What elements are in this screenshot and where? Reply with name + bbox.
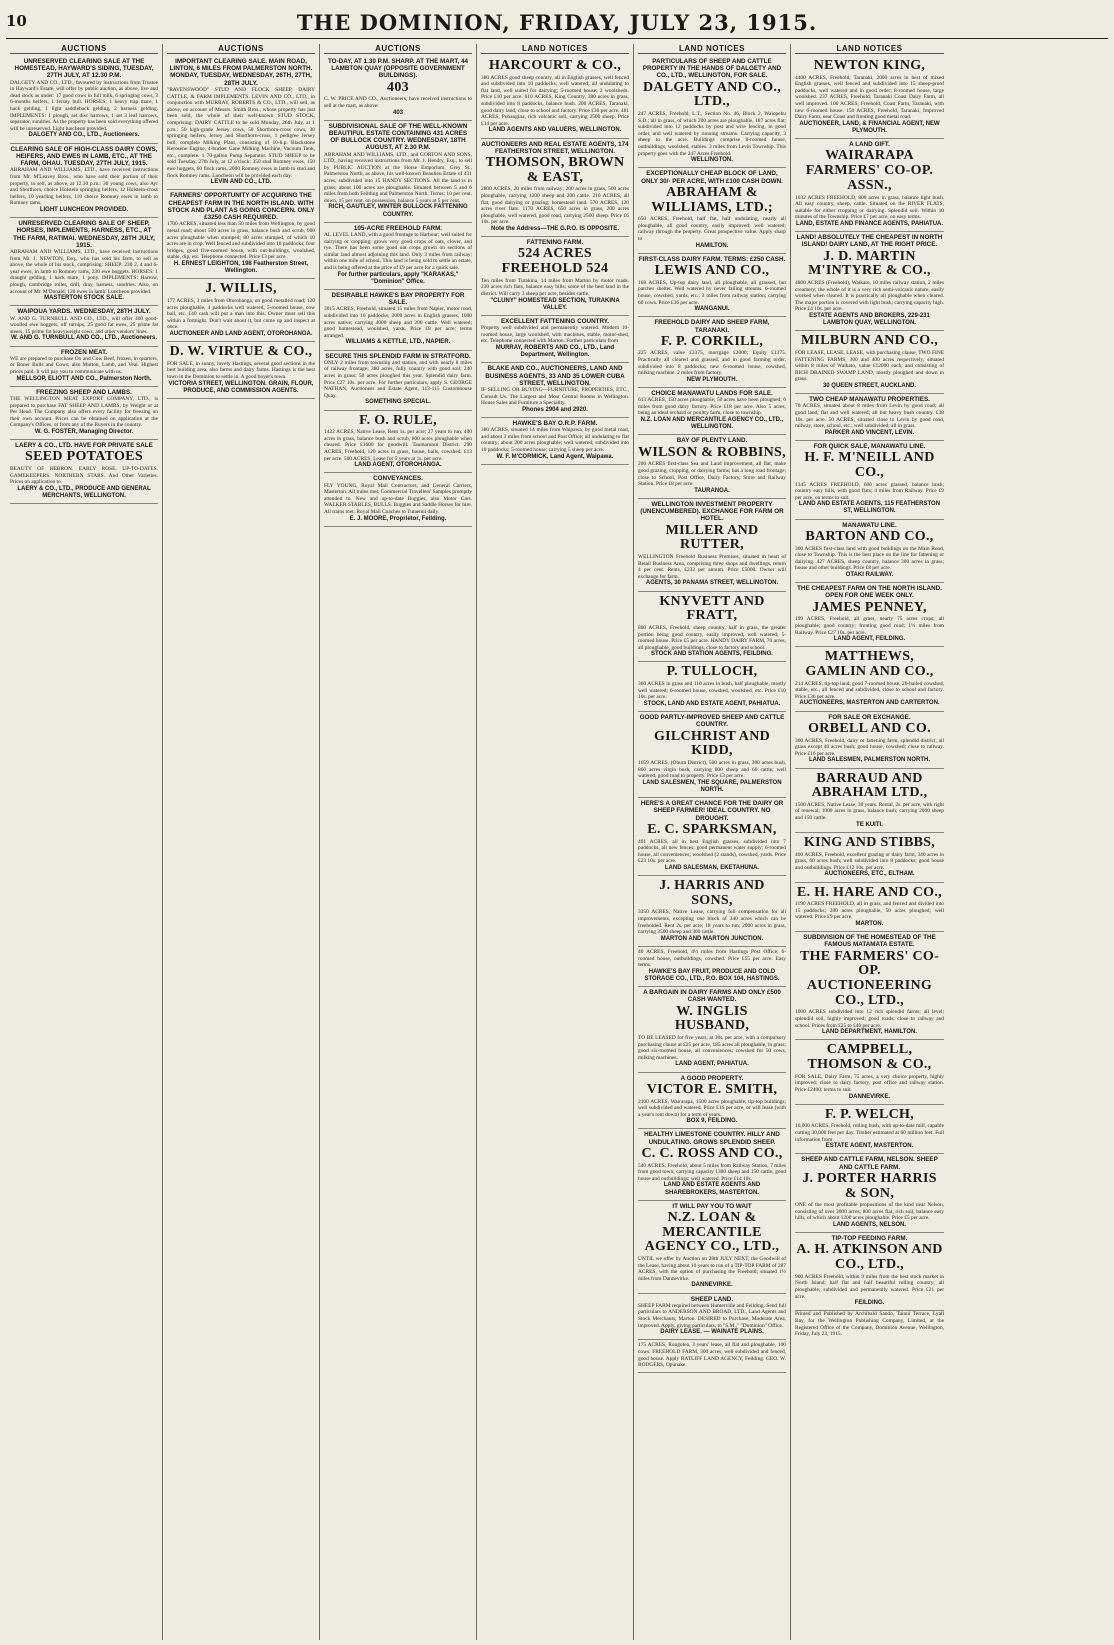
- classified-ad: [795, 1233, 944, 1311]
- ad-signature: DALGETY AND CO., LTD., Auctioneers.: [28, 132, 140, 139]
- ad-advertiser: J. PORTER HARRIS & SON,: [802, 1170, 937, 1201]
- classified-ad: [638, 499, 786, 592]
- ad-heading: CLEARING SALE OF HIGH-CLASS DAIRY COWS, HEIFERS, AND EWES IN LAMB, ETC., AT THE FARM, OHAU. TUESDAY, 27TH JULY, 1915.: [10, 145, 158, 168]
- ad-heading: HEALTHY LIMESTONE COUNTRY. HILLY AND UNDULATING. GROWS SPLENDID SHEEP.: [644, 1131, 780, 1146]
- classified-ad: [10, 144, 158, 218]
- ad-heading: SECURE THIS SPLENDID FARM IN STRATFORD.: [325, 352, 471, 360]
- ad-body-text: 4800 ACRES (Freehold), Waikato, 10 miles railway station, 2 miles creamery; the whole of it is a very rich semi-volcanic nature, easily worked when cleared. It is practically all ploughable when cleared. The major portion is covered with light bush; carrying capacity high. Price £4 10s. per acre.: [795, 279, 944, 313]
- ad-body-text: 4400 ACRES, Freehold, Taranaki, 2000 acres in best of mixed English grasses, well fenced and subdivided into 15 sheep-proof paddocks, well watered and in good order; 8-roomed house, large woolshed. 237 ACRES, Freehold, Taranaki Coast Dairy Farm, all well improved. 100 ACRES, Freehold, Coast Farm, Taranaki, with new 6-roomed house. 150 ACRES, Freehold, Taranaki, Improved Dairy Farm, near Coast and fronting good metal road.: [795, 74, 944, 121]
- ad-signature: LAND SALESMEN, THE SQUARE, PALMERSTON NORTH.: [642, 779, 782, 793]
- ad-signature: LAND AGENT, PAHIATUA.: [675, 1061, 749, 1068]
- ad-signature: LAND AGENTS, NELSON.: [832, 1221, 907, 1228]
- ad-body-text: 2800 ACRES, 20 miles from railway; 200 acres in grass, 500 acres ploughable, carrying 1200 sheep and 200 cattle. 210 ACRES, all flat, good dairying or grazing; homestead land. 570 ACRES, 120 acres river flats. 1170 ACRES, 650 acres in grass, 200 acres ploughable, well watered, good road, carrying 2500 sheep. Price £6 10s. per acre.: [481, 186, 629, 226]
- ad-heading: IMPORTANT CLEARING SALE. MAIN ROAD, LINTON, 6 MILES FROM PALMERSTON NORTH. MONDAY, TUESDAY, WEDNESDAY, 26TH, 27TH, 28TH JULY.: [169, 58, 313, 87]
- ad-heading: TIP-TOP FEEDING FARM.: [831, 1235, 908, 1243]
- ad-signature: DANNEVIRKE.: [848, 1093, 891, 1100]
- classified-ad: [638, 662, 786, 712]
- ad-body-text: 175 ACRES, Rongotea, 3 years' lease, all flat and ploughable, 100 cows. FREEHOLD FARM, 300 acres, well subdivided and fenced, good house. Apply RATLIFF LAND AGENCY, Feilding. GEO. W. RODGERS, Opunake.: [638, 1342, 786, 1369]
- ad-heading: A LAND GIFT.: [849, 141, 890, 149]
- ad-signature: ESTATE AGENTS AND BROKERS, 229-231 LAMBTON QUAY, WELLINGTON.: [809, 312, 930, 327]
- ad-heading: PARTICULARS OF SHEEP AND CATTLE PROPERTY IN THE HANDS OF DALGETY AND CO., LTD., WELLINGTON, FOR SALE.: [642, 58, 782, 80]
- ad-advertiser: H. F. M'NEILL AND CO.,: [804, 450, 935, 480]
- columns-container: [6, 44, 1108, 1640]
- classified-ad: [481, 237, 629, 316]
- ad-body-text: 3350 ACRES, Native Lease, carrying full compensation for all improvements, excepting one block of 340 acres which can be freeholded. Rent 2s. per acre; 18 years to run; 2000 acres in grass, carrying 3500 sheep and 300 cattle.: [638, 909, 786, 936]
- ad-heading: FOR SALE OR EXCHANGE.: [828, 713, 911, 721]
- ad-body-text: 177 ACRES, 3 miles from Otorohanga, on good metalled road; 120 acres ploughable, 4 paddocks well watered, 5-roomed house, cow bail, etc. £40 cash will put a man into this. Owner must sell this within a fortnight. Don't wait about it, but come up and inspect at once.: [167, 298, 315, 331]
- classified-ad: [167, 342, 315, 399]
- ad-advertiser: N.Z. LOAN & MERCANTILE AGENCY CO., LTD.,: [644, 1210, 780, 1255]
- ad-heading: SHEEP AND CATTLE FARM, NELSON. SHEEP AND CATTLE FARM.: [801, 1156, 938, 1171]
- ad-body-text: C. W. PRICE AND CO., Auctioneers, have received instructions to sell at the mart, as above:: [324, 96, 472, 109]
- ad-body-text: 380 ACRES good sheep country, all in English grasses, well fenced and subdivided into 10 paddocks; well watered; all undulating to flat land, well suited for dairying; 5-roomed house; 2 woolsheds. Price £10 per acre. 610 ACRES, King Country, 380 acres in grass, subdivided into 8 paddocks, balance bush. 200 ACRES, Taranaki, good dairy land, close to school and factory. Price £30 per acre. 481 ACRES, Pohangina, rich volcanic soil, carrying 2500 sheep. Price £14 per acre.: [481, 74, 629, 127]
- ad-signature: WANGANUI.: [694, 306, 730, 313]
- ad-signature: PARKER AND VINCENT, LEVIN.: [824, 429, 915, 436]
- ad-signature: W. AND G. TURNBULL AND CO., LTD., Auctioneers.: [10, 335, 158, 342]
- ad-heading: A BARGAIN IN DAIRY FARMS AND ONLY £500 CASH WANTED.: [643, 989, 781, 1004]
- ad-advertiser: 403: [387, 79, 409, 95]
- classified-ad: [795, 1105, 944, 1155]
- ad-heading: SHEEP LAND.: [690, 1295, 734, 1303]
- classified-ad: [10, 440, 158, 504]
- classified-ad: [638, 388, 786, 435]
- ad-advertiser: MILBURN AND CO.,: [800, 333, 939, 349]
- ad-advertiser: JAMES PENNEY,: [812, 599, 927, 615]
- ad-body-text: 200 ACRES first-class Sea and Land improvement, all flat, make good grazing, cropping, or dairying farms; has a long road frontage; close to School, Post Office, Dairy Factory, Store and Railway Station. Price £8 per acre.: [638, 461, 786, 488]
- ad-signature: MURRAY, ROBERTS AND CO., LTD., Land Department, Wellington.: [495, 345, 615, 359]
- ad-advertiser: MILLER AND RUTTER,: [665, 522, 759, 553]
- ad-heading: FROZEN MEAT.: [60, 348, 108, 356]
- ad-signature: E. J. MOORE, Proprietor, Feilding.: [349, 515, 447, 522]
- ad-signature: LIGHT LUNCHEON PROVIDED.: [39, 206, 129, 213]
- ad-signature: HAMILTON.: [695, 242, 729, 249]
- ad-advertiser: C. C. ROSS AND CO.,: [641, 1145, 783, 1161]
- classified-ad: [10, 218, 158, 306]
- classified-ad: [638, 987, 786, 1072]
- ad-body-text: 1659 ACRES, (Ohura District), 500 acres in grass, 300 acres bush, 860 acres virgin bush, carrying 800 sheep and 60 cattle; well watered, good road to property. Price £3 per acre.: [638, 759, 786, 780]
- ad-advertiser: F. P. WELCH,: [824, 1106, 915, 1122]
- ad-heading: FATTENING FARM.: [526, 239, 584, 247]
- ad-advertiser: P. TULLOCH,: [666, 664, 758, 680]
- ad-advertiser: KING AND STIBBS,: [803, 834, 936, 850]
- ad-signature: W. F. M'CORMICK, Land Agent, Waipawa.: [496, 453, 614, 460]
- footer-imprint: Printed and Published by Archibald Sando, Tainui Terrace, Lyall Bay, for the Wellington Publishing Company, Limited, at the Registered Office of the Company, Dominion Avenue, Wellington, Friday, July 23, 1915.: [795, 1311, 944, 1338]
- page-number: 10: [6, 12, 27, 30]
- ad-body-text: 168 ACRES, Up-top dairy land, all ploughable, all grassed, but patches shelter. Well watered by never failing streams. 6-roomed house, cowshed, yards, etc.; 3 miles from railway station; carrying 60 cows. Price £36 per acre.: [638, 279, 786, 306]
- ad-body-text: 900 ACRES Freehold, within 9 miles from the best stock market in North Island; half flat and half beautiful rolling country; all ploughable; subdivided and permanently watered. Price £21 per acre.: [795, 1273, 944, 1300]
- ad-advertiser: WAIRARAPA FARMERS' CO-OP. ASSN.,: [805, 148, 934, 193]
- ad-signature: LAND AGENT, OTOROHANGA.: [354, 462, 442, 469]
- classified-ad: [638, 1073, 786, 1130]
- ad-body-text: IF SELLING OR BUYING—FURNITURE, PROPERTIES, ETC., Consult Us. The Largest and Most Central Rooms in Wellington. House Sales and Furniture a Speciality.: [481, 387, 629, 407]
- ad-advertiser: F. P. CORKILL,: [660, 333, 764, 349]
- classified-ad: [167, 190, 315, 279]
- ad-body-text: ONE of the most profitable propositions of the kind near Nelson, consisting of over 3000 acres, 800 acres flat, rich soil, balance easy hills, of which about 1200 acres ploughable. Price £5 per acre.: [795, 1202, 944, 1222]
- ad-advertiser: F. O. RULE,: [359, 412, 437, 428]
- column: [477, 44, 634, 1640]
- ad-body-text: FLY YOUNG, Royal Mail Contractors, and General Carriers, Masterton. All trains met. Commercial Travellers' Samples promptly attended to. New and up-to-date Buggies, also Motor Cars. WALKER STABLES, BULLS. Buggies and Saddle Horses for hire. All trains met. Royal Mail Coaches to Tutaenui daily.: [324, 482, 472, 516]
- section-heading: LAND NOTICES: [481, 44, 629, 54]
- classified-ad: [638, 592, 786, 663]
- section-heading: AUCTIONS: [167, 44, 315, 54]
- ad-body-text: 1422 ACRES, Native Lease, Rent 1s. per acre; 27 years to run; 400 acres in grass, balance bush and scrub, 800 acres ploughable when cleared. Price £1600 for goodwill. Taumarunui District. 290 ACRES, Freehold, 120 acres in grass, house, bails, cowshed. £13 per acre. 500 ACRES, Lease for 5 years at 1s. per acre.: [324, 429, 472, 462]
- classified-ad: [795, 932, 944, 1040]
- classified-ad: [638, 1201, 786, 1294]
- ad-heading: LAND! ABSOLUTELY THE CHEAPEST IN NORTH ISLAND! DAIRY LAND, AT THE RIGHT PRICE.: [796, 234, 943, 249]
- ad-signature: LAND AGENTS AND VALUERS, WELLINGTON.: [488, 127, 622, 134]
- ad-body-text: 1190 ACRES FREEHOLD, all in grass, and fenced and divided into 15 paddocks; 200 acres ploughable, 50 acres ploughed; well watered. Price £9 per acre.: [795, 901, 944, 921]
- ad-advertiser: 524 ACRES FREEHOLD 524: [501, 246, 609, 277]
- classified-ad: [638, 712, 786, 798]
- ad-body-text: 16,000 ACRES, Freehold, rolling bush, with up-to-date mill, capable cutting 30,000 feet per day. Timber estimated at 60 million feet. Full information from: [795, 1123, 944, 1143]
- ad-heading: WAIPOUA YARDS. WEDNESDAY, 28TH JULY.: [17, 308, 151, 316]
- classified-ad: [481, 363, 629, 418]
- ad-signature: "CLUNY" HOMESTEAD SECTION, TURAKINA VALLEY.: [490, 297, 620, 311]
- ad-body-text: 1345 ACRES FREEHOLD, 600 acres grassed, balance bush; country easy hills, with good flats; 4 miles from Railway. Price £9 per acre, on terms to suit.: [795, 481, 944, 501]
- ad-signature: AUCTIONEERS, MASTERTON AND CARTERTON.: [799, 700, 940, 707]
- ad-body-text: 380 ACRES, situated 14 miles from Waipawa, by good metal road, and about 3 miles from school and Post Office; all undulating to flat country; about 200 acres ploughable; well watered; subdivided into 10 paddocks; 5-roomed house; carrying 5 sheep per acre.: [481, 427, 629, 454]
- ad-advertiser: VICTOR E. SMITH,: [646, 1081, 778, 1097]
- ad-signature: LAND SALESMAN, EKETAHUNA.: [664, 864, 760, 871]
- classified-ad: [324, 351, 472, 411]
- ad-signature: DANNEVIRKE.: [691, 1282, 733, 1289]
- classified-ad: [324, 411, 472, 474]
- ad-advertiser: E. H. HARE AND CO.,: [797, 884, 942, 900]
- classified-ad: [795, 441, 944, 520]
- ad-heading: TWO CHEAP MANAWATU PROPERTIES.: [809, 396, 930, 404]
- classified-ad: [10, 347, 158, 387]
- ad-heading: FREEHOLD DAIRY AND SHEEP FARM, TARANAKI.: [654, 319, 770, 334]
- ad-signature: OTAKI RAILWAY.: [845, 571, 894, 578]
- ad-signature: RICH, GAUTLEY, WINTER BULLOCK FATTENING COUNTRY.: [328, 204, 468, 218]
- ad-heading: HAWKE'S BAY O.R.P. FARM.: [512, 420, 598, 428]
- classified-ad: [638, 947, 786, 987]
- ad-signature: LAND AGENT, FEILDING.: [833, 636, 906, 643]
- ad-body-text: SHEEP FARM required between Hunterville and Feilding. Send full particulars to ANDERSON AND BROAD, LTD., Land Agents and Stock Merchants, Marton. DESIRED to Purchase, Moderate Area, improved. Apply, giving particulars, to "S.M.," "Dominion" Office.: [638, 1302, 786, 1329]
- ad-body-text: 40 ACRES, Freehold, 4½ miles from Hastings Post Office; 6-roomed house, outbuildings, cowshed. Price £55 per acre. Easy terms.: [638, 949, 786, 969]
- ad-body-text: "RAVENSWOOD" STUD AND FLOCK SHEEP, DAIRY CATTLE, & FARM IMPLEMENTS. LEVIN AND CO., LTD., in conjunction with MURRAY, ROBERTS & CO., LTD., will sell, as above, on account of Messrs. Smith Bros., whose property has just been sold, the whole of their well-known STUD STOCK, comprising: DAIRY CATTLE to be sold Monday, 26th July, at 1 p.m.: 50 high-grade Jersey cows, 50 Shorthorn-cross cows, 30 springing heifers, Jersey and Shorthorn-cross, 1 pedigree Jersey bull, complete Milking Plant, consisting of 10-h.p. Blackstone Kerosene Engine, 4-bucket Gane Milking Machine, Vacuum Tank, etc., complete. 1 70-gallon Pump Separator. STUD SHEEP to be sold Tuesday, 27th July, at 12 o'clock: 350 stud Romney ewes, 150 ewe hoggets, 60 flock rams, 2000 Romney ewes in lamb to stud and flock Romney rams. Luncheon will be provided each day.: [167, 86, 315, 179]
- ad-signature: WELLINGTON.: [691, 157, 733, 164]
- ad-heading: MANAWATU LINE.: [842, 521, 897, 529]
- ad-body-text: 214 ACRES, tip-top land, good 7-roomed house, 20-bailed cowshed, stable, etc., all fenced and subdivided, close to school and factory. Price £36 per acre.: [795, 680, 944, 700]
- classified-ad: [795, 647, 944, 711]
- ad-heading: DESIRABLE HAWKE'S BAY PROPERTY FOR SALE.: [331, 292, 465, 307]
- column: [6, 44, 163, 1640]
- classified-ad: [795, 769, 944, 833]
- classified-ad: [324, 223, 472, 290]
- ad-signature: DAIRY LEASE. — WAINATE PLAINS.: [660, 1329, 764, 1336]
- ad-heading: FOR QUICK SALE, MANAWATU LINE.: [813, 442, 926, 450]
- ad-advertiser: J. WILLIS,: [205, 281, 277, 297]
- ad-advertiser: LEWIS AND CO.,: [654, 263, 770, 279]
- ad-heading: 105-ACRE FREEHOLD FARM.: [353, 224, 443, 232]
- ad-signature: NEW PLYMOUTH.: [686, 376, 738, 383]
- ad-advertiser: D. W. VIRTUE & CO.,: [169, 344, 313, 360]
- classified-ad: [638, 435, 786, 498]
- ad-advertiser: HARCOURT & CO.,: [488, 58, 622, 73]
- ad-heading: BAY OF PLENTY LAND.: [676, 437, 748, 445]
- classified-ad: [638, 798, 786, 876]
- ad-body-text: Property well subdivided and permanently watered. Modern 10-roomed house, large woolshed, with machines, stable, motor-shed, etc. Telephone connected with Marton. Further particulars from: [481, 325, 629, 345]
- ad-advertiser: A. H. ATKINSON AND CO., LTD.,: [796, 1242, 943, 1273]
- ad-signature: MARTON.: [855, 920, 884, 927]
- column: [163, 44, 320, 1640]
- ad-advertiser: ORBELL AND CO.: [808, 720, 931, 736]
- classified-ad: [795, 883, 944, 933]
- classified-ad: [795, 394, 944, 441]
- classified-ad: [638, 317, 786, 388]
- ad-signature: LAERY & CO., LTD., PRODUCE AND GENERAL MERCHANTS, WELLINGTON.: [17, 485, 151, 500]
- classified-ad: [795, 1040, 944, 1104]
- ad-body-text: FOR SALE, Dairy Farm, 75 acres, a very choice property, highly improved; close to dairy factory, post office and railway station. Price £2400; terms to suit.: [795, 1073, 944, 1093]
- classified-ad: [795, 232, 944, 331]
- ad-signature: BOX 9, FEILDING.: [686, 1118, 738, 1125]
- classified-ad: [481, 56, 629, 139]
- ad-signature: AGENTS, 30 PANAMA STREET, WELLINGTON.: [645, 580, 779, 587]
- ad-signature: WILLIAMS & KETTLE, LTD., NAPIER.: [345, 339, 451, 346]
- ad-body-text: 1700 ACRES, situated less than 50 miles from Wellington, by good metal road; about 500 acres in grass, balance bush and scrub, 900 acres ploughable when stumped; 80 acres stumped, of which 10 acres are in crop. Well fenced and subdivided into 10 paddocks; four bridges, good five-roomed house, with out-buildings, woolshed, stable, dip, etc. Telephone connected. Price £3 per acre.: [167, 221, 315, 261]
- ad-heading: CHOICE MANAWATU LANDS FOR SALE.: [651, 390, 773, 398]
- classified-ad: [324, 290, 472, 351]
- ad-body-text: WELLINGTON Freehold Business Premises, situated in heart of Retail Business Area, comprising three shops and dwellings, return 4 per cent. Rents, £232 per annum. Price £5000. Owner will exchange for farm.: [638, 553, 786, 580]
- ad-body-text: 800 ACRES, Freehold, sheep country, half in grass, the greater portion being good country, easily improved, well watered; 5-roomed house. Price £5 per acre. HANDY DAIRY FARM, 70 acres, all ploughable, good buildings, close to factory and school.: [638, 624, 786, 651]
- classified-ad: [795, 56, 944, 139]
- ad-body-text: BEAUTY OF HEBRON. EARLY ROSE. UP-TO-DATES. GAMEKEEPERS. NORTHERN STARS. And Other Varieties. Prices on application to: [10, 466, 158, 486]
- ad-heading: EXCEPTIONALLY CHEAP BLOCK OF LAND, ONLY 30/- PER ACRE, WITH £100 CASH DOWN.: [641, 170, 783, 185]
- ad-heading: SUBDIVISION OF THE HOMESTEAD OF THE FAMOUS MATAMATA ESTATE.: [803, 934, 936, 949]
- classified-ad: [638, 168, 786, 253]
- ad-body-text: 1500 ACRES, Native Lease, 30 years. Rental, 2s. per acre, with right of renewal; 1000 acres in grass, balance bush; carrying 2000 sheep and 150 cattle.: [795, 801, 944, 822]
- ad-signature: STOCK AND STATION AGENTS, FEILDING.: [651, 651, 773, 658]
- ad-signature: AUCTIONEER, LAND, & FINANCIAL AGENT, NEW PLYMOUTH.: [799, 120, 940, 135]
- ad-body-text: DALGETY AND CO., LTD., favoured by instructions from Trustee in Hayward's Estate, will offer by public auction, as above, live and dead stock as under: 17 good cows in full milk, 6 springing cows, 3 6-months heifers, 1 Jersey bull. HORSES: 1 heavy trap mare, 1 hack gelding, 1 light saddleback gelding, 2 harness gelding. IMPLEMENTS: 1 plough, set disc harrows, 1 set 3 leaf harrows, separator, sundries. As the property has been sold everything offered will be unreserved. Light luncheon provided.: [10, 79, 158, 132]
- ad-body-text: 225 ACRES, value £3375, mortgage £2000; Equity £1375. Practically all cleared and grassed, and in good farming order, subdivided into 8 paddocks; new 6-roomed house, cowshed, milking machine. 2 miles from factory.: [638, 350, 786, 377]
- ad-signature: VICTORIA STREET, WELLINGTON. GRAIN, FLOUR, PRODUCE, AND COMMISSION AGENTS.: [168, 380, 314, 394]
- ad-body-text: 2100 ACRES, Wairarapa, 1500 acres ploughable; tip-top buildings; well subdivided and watered. Price £16 per acre, or will lease (with a year's rent down) for a term of years.: [638, 1098, 786, 1118]
- column: [634, 44, 791, 1640]
- classified-ad: [795, 833, 944, 883]
- ad-signature: SOMETHING SPECIAL.: [365, 399, 431, 406]
- ad-heading: AUCTIONEERS AND REAL ESTATE AGENTS, 174 FEATHERSTON STREET, WELLINGTON.: [481, 140, 629, 155]
- ad-advertiser: J. HARRIS AND SONS,: [659, 878, 765, 908]
- ad-signature: LAND SALESMEN, PALMERSTON NORTH.: [808, 757, 931, 764]
- ad-body-text: 199 ACRES, Freehold, all grass, nearly 75 acres crops; all ploughable; good country; fronting good road; 1½ miles from Railway. Price £27 10s. per acre.: [795, 616, 944, 636]
- ad-signature: AUCTIONEER AND LAND AGENT, OTOROHANGA.: [169, 330, 313, 337]
- ad-signature: STOCK, LAND AND ESTATE AGENT, PAHIATUA.: [643, 700, 781, 707]
- ad-signature: LAND AND ESTATE AGENTS, 115 FEATHERSTON ST, WELLINGTON.: [798, 501, 941, 515]
- ad-body-text: 300 ACRES, Freehold, dairy or fattening farm, splendid district, all grass except 40 acres bush; good house, cowshed; close to railway. Price £16 per acre.: [795, 737, 944, 757]
- ad-body-text: WE are prepared to purchase Ox and Cow Beef, frozen, in quarters, or Boner Bulls and Cows; also Mutton, Lamb, and Veal. Highest prices paid. It will pay you to communicate with us.: [10, 355, 158, 375]
- ad-advertiser: BARRAUD AND ABRAHAM LTD.,: [811, 770, 928, 801]
- ad-heading: FREEZING SHEEP AND LAMBS.: [36, 388, 132, 396]
- ad-signature: Phones 2904 and 2920.: [522, 406, 588, 413]
- ad-body-text: FOR LEASE, LEASE, LEASE, with purchasing clause, TWO FINE FATTENING FARMS, 300 and 400 acres respectively, situated within 8 miles of Waikato, value £12000 each, and consisting of RICH DRAINED SWAMP LAND, mostly ploughed and down in grass.: [795, 349, 944, 383]
- ad-body-text: 613 ACRES, 150 acres ploughable, 50 acres have been ploughed; 6 miles from good dairy factory. Price £18 per acre. Also 5 acres, being an ideal orchard or poultry farm, close to township.: [638, 397, 786, 417]
- classified-ad: [481, 316, 629, 363]
- ad-body-text: 1032 ACRES FREEHOLD, 800 acres in grass, balance light bush. All easy country, sheep, cattle. Situated on the RIVER FLATS, suitable for either cropping or dairying. Splendid soil. Within 10 minutes of the Township. Price £7 per acre, on easy terms.: [795, 194, 944, 221]
- classified-ad: [10, 387, 158, 440]
- ad-signature: FEILDING.: [854, 1300, 885, 1307]
- ad-signature: For further particulars, apply "KARAKAS," "Dominion" Office.: [337, 271, 459, 285]
- classified-ad: [638, 1129, 786, 1200]
- newspaper-title: THE DOMINION, FRIDAY, JULY 23, 1915.: [296, 10, 818, 35]
- ad-heading: EXCELLENT FATTENING COUNTRY.: [500, 317, 610, 325]
- ad-body-text: ABRAHAM AND WILLIAMS, LTD., and GORTON AND SONS, LTD., having received instructions from Mr. J. Hendry, Esq., to sell by PUBLIC AUCTION at the Horse Emporium, Grey St., Palmerston North, as above, his well-known Beaulieu Estate of 431 acres, subdivided into 15 HANDY SECTIONS. All the land is in grass; about 100 acres are ploughable. Situated between 5 and 6 miles from both Feilding and Palmerston North. Terms: 10 per cent. down, 15 per cent. on possession, balance 5 years at 5 per cent.: [324, 151, 472, 204]
- ad-signature: LAND DEPARTMENT, HAMILTON.: [822, 1029, 917, 1036]
- classified-ad: [638, 56, 786, 168]
- ad-signature: LEVIN AND CO., LTD.: [210, 179, 272, 186]
- masthead: [6, 8, 1108, 39]
- ad-heading: WELLINGTON INVESTMENT PROPERTY (UNENCUMBERED). EXCHANGE FOR FARM OR HOTEL.: [640, 500, 784, 523]
- ad-body-text: 540 ACRES, Freehold, about 5 miles from Railway Station, 7 miles from good town; carrying capacity 1300 sheep and 150 cattle; good house and outbuildings; well watered. Price £14 10s.: [638, 1162, 786, 1182]
- ad-body-text: 401 ACRES, all in best English grasses, subdivided into 7 paddocks, all new fences; good permanent water supply; 6-roomed house, all conveniences; woolshed (2 stands), cowshed, yards. Price £23 10s. per acre.: [638, 838, 786, 865]
- ad-heading: LAERY & CO., LTD. HAVE FOR PRIVATE SALE: [15, 442, 153, 450]
- ad-advertiser: SEED POTATOES: [25, 449, 143, 465]
- ad-advertiser: THE FARMERS' CO-OP. AUCTIONEERING CO., LTD.,: [799, 948, 940, 1008]
- classified-ad: [795, 331, 944, 394]
- ad-advertiser: CAMPBELL, THOMSON & CO.,: [807, 1042, 932, 1073]
- ad-signature: 403: [392, 109, 403, 116]
- ad-body-text: THE WELLINGTON MEAT EXPORT COMPANY, LTD., is prepared to purchase FAT SHEEP AND LAMBS, by Weight or at Per Head. The Company also offers every facility for freezing on their own account. Prices can be obtained on application at the Company's Offices, or from any of the Buyers in the country.: [10, 396, 158, 429]
- ad-body-text: 400 ACRES, Freehold, excellent grazing or dairy farm, 340 acres in grass, 60 acres bush; well subdivided into 8 paddocks; good house and outbuildings. Price £12 10s. per acre.: [795, 851, 944, 871]
- ad-heading: SUBDIVISIONAL SALE OF THE WELL-KNOWN BEAUTIFUL ESTATE CONTAINING 431 ACRES OF BULLOCK COUNTRY. WEDNESDAY, 18TH AUGUST, AT 2.30 P.M.: [328, 122, 468, 152]
- ad-signature: MELLSOP, ELIOTT AND CO., Palmerston North.: [16, 375, 152, 382]
- ad-signature: Note the Address—THE G.P.O. IS OPPOSITE.: [490, 226, 620, 233]
- ad-advertiser: GILCHRIST AND KIDD,: [653, 728, 771, 759]
- classified-ad: [638, 876, 786, 947]
- ad-signature: MASTERTON STOCK SALE.: [44, 295, 124, 302]
- ad-advertiser: E. C. SPARKSMAN,: [647, 821, 777, 837]
- column: [320, 44, 477, 1640]
- ad-body-text: FOR SALE, in sunny, lovely Hastings, several good sections in the best building area, also farms and dairy farms. Hastings is the best town in the Dominion to settle in. A good buyer's town.: [167, 360, 315, 381]
- ad-body-text: 1000 ACRES subdivided into 12 rich splendid farms; all level; splendid soil, highly improved; good roads; close to railway and school. Prices from £25 to £40 per acre.: [795, 1009, 944, 1029]
- ad-heading: CONVEYANCES.: [373, 475, 423, 483]
- classified-ad: [10, 306, 158, 346]
- ad-body-text: Ten miles from Turakina, 14 miles from Marton by motor roads. 230 acres rich flats, balance easy hills; some of the best land in the district. Will carry 3 sheep per acre, besides cattle.: [481, 277, 629, 298]
- classified-ad: [795, 1154, 944, 1233]
- ad-body-text: TO BE LEASED for five years, at 30s. per acre, with a compulsory purchasing clause at £25 per acre, 185 acres all ploughable, in grass; good six-roomed house, all conveniences; cowshed for 50 cows, milking machines.: [638, 1035, 786, 1061]
- ad-heading: UNRESERVED CLEARING SALE AT THE HOMESTEAD, HAYWARD'S SIDING, TUESDAY, 27TH JULY, AT 12.30 P.M.: [14, 58, 154, 80]
- ad-body-text: ABRAHAM AND WILLIAMS, LTD., have received instructions from Mr. J. NEWTON, Esq., who has sold his farm, to sell as above, the whole of his stock, comprising: SHEEP: 230 2, 4 and 6-year ewes, in lamb to Romney rams, 230 ewe hoggets. HORSES: 1 draught gelding, 1 hack mare, 1 pony. IMPLEMENTS: Harrow, plough, cambridge roller, drill, dray, harness, sundries. Also, on account of Mr. M'Donald, 120 ewes in lamb. Luncheon provided.: [10, 249, 158, 295]
- ad-heading: FARMERS' OPPORTUNITY OF ACQUIRING THE CHEAPEST FARM IN THE NORTH ISLAND. WITH STOCK AND PLANT AS GOING CONCERN. ONLY £3250 CASH REQUIRED.: [167, 192, 315, 222]
- classified-ad: [10, 56, 158, 144]
- ad-body-text: W. AND G. TURNBULL AND CO., LTD., will offer 400 good-woolled ewe hoggets, off turnips, 25 good fat ewes, 25 prime fat steers, 15 prime fat heavyweight cows, and other vendors' lines.: [10, 315, 158, 335]
- classified-ad: [324, 473, 472, 526]
- ad-body-text: 3015 ACRES, Freehold, situated 15 miles from Napier, motor road, subdivided into 10 paddocks; 2000 acres in English grasses, 1000 acres native; carrying 4000 sheep and 200 cattle. Well watered; good homestead, woolshed, yards. Price £8 per acre; terms arranged.: [324, 306, 472, 339]
- classified-ad: [795, 583, 944, 647]
- ad-advertiser: J. D. MARTIN M'INTYRE & CO.,: [808, 248, 931, 279]
- classified-ad: [795, 712, 944, 769]
- ad-signature: HAWKE'S BAY FRUIT, PRODUCE AND COLD STORAGE CO., LTD., P.O. BOX 104, HASTINGS.: [644, 968, 780, 982]
- ad-heading: BLAKE AND CO., AUCTIONEERS, LAND AND BUSINESS AGENTS, 33 AND 35 LOWER CUBA STREET, WELLINGTON.: [485, 365, 625, 387]
- ad-signature: MARTON AND MARTON JUNCTION.: [660, 935, 764, 942]
- ad-signature: ESTATE AGENT, MASTERTON.: [825, 1143, 914, 1150]
- classified-ad: [167, 56, 315, 190]
- ad-signature: N.Z. LOAN AND MERCANTILE AGENCY CO., LTD., WELLINGTON.: [640, 417, 784, 431]
- ad-advertiser: KNYVETT AND FRATT,: [659, 593, 765, 624]
- classified-ad: [795, 520, 944, 583]
- section-heading: LAND NOTICES: [795, 44, 944, 54]
- ad-advertiser: W. INGLIS HUSBAND,: [674, 1003, 750, 1034]
- ad-heading: A GOOD PROPERTY.: [680, 1074, 744, 1082]
- ad-body-text: 650 ACRES, Freehold, half flat, half undulating, nearly all ploughable, all good country, easily improved; well watered; railway through the property. Great prospective value. Apply sharp to: [638, 216, 786, 243]
- section-heading: AUCTIONS: [10, 44, 158, 54]
- classified-ad: [481, 418, 629, 465]
- section-heading: LAND NOTICES: [638, 44, 786, 54]
- ad-advertiser: NEWTON KING,: [813, 58, 926, 73]
- ad-advertiser: ABRAHAM & WILLIAMS, LTD.;: [651, 184, 773, 215]
- ad-heading: UNRESERVED CLEARING SALE OF SHEEP, HORSES, IMPLEMENTS, HARNESS, ETC., AT THE FARM, RATIMAI. WEDNESDAY, 28TH JULY, 1915.: [13, 220, 155, 249]
- classified-ad: [638, 1294, 786, 1341]
- ad-signature: LAND, ESTATE AND FINANCE AGENTS, PAHIATUA.: [795, 220, 944, 227]
- classified-ad: [324, 56, 472, 121]
- classified-ad: [638, 1340, 786, 1372]
- ad-signature: AUCTIONEERS, ETC., ELTHAM.: [824, 871, 915, 878]
- classified-ad: [795, 139, 944, 232]
- ad-signature: TE KUITI.: [856, 821, 883, 828]
- ad-heading: FIRST-CLASS DAIRY FARM. TERMS: £250 CASH.: [638, 255, 786, 263]
- ad-body-text: 247 ACRES, Freehold, L.T., Section No. 46, Block 2, Waiopehu S.D.; all in grass, of which 200 acres are ploughable, 187 acres flat; subdivided into 12 paddocks by post and wire fencing, in good order, and well watered by running streams. Carrying capacity, 3 sheep to the acre. Buildings comprise 8-roomed house, outbuildings, woolshed, stables. 3 miles from Levin Township. This property goes with the 247 Acres Freehold.: [638, 111, 786, 157]
- classified-ad: [481, 139, 629, 238]
- ad-heading: TO-DAY, AT 1.30 P.M. SHARP. AT THE MART, 44 LAMBTON QUAY (OPPOSITE GOVERNMENT BUILDINGS).: [327, 58, 469, 80]
- ad-heading: IT WILL PAY YOU TO WAIT: [672, 1202, 752, 1210]
- ad-advertiser: MATTHEWS, GAMLIN AND CO.,: [805, 649, 934, 679]
- ad-heading: GOOD PARTLY-IMPROVED SHEEP AND CATTLE COUNTRY.: [639, 714, 785, 729]
- ad-body-text: UNTIL we offer by Auction on 28th JULY NEXT, the Goodwill of the Lease, having about 10 years to run of a TIP-TOP FARM of 287 ACRES, with the option of purchasing the Freehold; situated 1½ miles from Dannevirke.: [638, 1256, 786, 1282]
- ad-signature: TAURANGA.: [694, 487, 730, 494]
- ad-body-text: 70 ACRES, situated about 8 miles from Levin by good road; all good land, flat and well watered; all but heavy bush country. £38 10s. per acre. 50 ACRES, situated close to Levin by good road, railway, store, school, etc.; well subdivided; all in grass.: [795, 403, 944, 430]
- ad-body-text: ONLY 2 miles from township and station, and with nearly 8 miles of railway frontage; 380 acres, fully country with good soil; 240 acres in grass; 50 acres ploughed this year. Splendid dairy farm. Price £27 10s. per acre. For further particulars, apply S. GEORGE NATHAN, Auctioneer and Estate Agent, 113-115 Customhouse Quay.: [324, 359, 472, 399]
- ad-advertiser: THOMSON, BROWN & EAST,: [485, 155, 625, 185]
- column: [791, 44, 948, 1640]
- classified-ad: [638, 254, 786, 317]
- section-heading: AUCTIONS: [324, 44, 472, 54]
- ad-body-text: AL LEVEL LAND, with a good frontage to Harbour; well suited for dairying or cropping; grows very good crops of oats, clover, and rye. There has been some good oat crops grown on sections of similar land almost adjoining this land. Only 3 miles from railway; within one mile of school. This land is being sold to settle an estate, and is being offered at the price of £9 per acre for a quick sale.: [324, 232, 472, 272]
- ad-signature: 30 QUEEN STREET, AUCKLAND.: [822, 382, 917, 389]
- ad-signature: W. G. FOSTER, Managing Director.: [34, 428, 134, 435]
- ad-advertiser: WILSON & ROBBINS,: [638, 444, 786, 460]
- ad-signature: H. ERNEST LEIGHTON, 198 Featherston Street, Wellington.: [173, 260, 309, 275]
- ad-body-text: 300 ACRES first-class land with good buildings on the Main Road, close to Township. This is the best place on the line for fattening or dairying. 427 ACRES, sheep country, balance 300 acres in grass; house and other buildings. Price £8 per acre.: [795, 545, 944, 572]
- ad-heading: HERE'S A GREAT CHANCE FOR THE DAIRY OR SHEEP FARMER! IDEAL COUNTRY. NO DROUGHT.: [640, 800, 784, 822]
- ad-advertiser: DALGETY AND CO., LTD.,: [642, 79, 782, 110]
- classified-ad: [167, 279, 315, 342]
- classified-ad: [324, 121, 472, 223]
- ad-body-text: 360 ACRES in grass and 110 acres in bush, half ploughable, mostly well watered; 6-roomed house, cowshed, woolshed, etc. Price £10 10s. per acre.: [638, 681, 786, 701]
- ad-advertiser: BARTON AND CO.,: [805, 528, 934, 544]
- ad-signature: LAND AND ESTATE AGENTS AND SHAREBROKERS, MASTERTON.: [663, 1182, 761, 1196]
- ad-heading: THE CHEAPEST FARM ON THE NORTH ISLAND. OPEN FOR ONE WEEK ONLY.: [797, 585, 942, 600]
- ad-body-text: ABRAHAM AND WILLIAMS, LTD., have received instructions from Mr. M'Leavey Bros., who have sold their portion of their property, to sell, as above, at 12.30 p.m.: 30 young cows, also Ayr and Shorthorn, choice Holstein springing heifers, 12 Holstein-cross heifers, 10 yearling heifers, 110 choice Romney ewes in lamb to Romney rams.: [10, 167, 158, 207]
